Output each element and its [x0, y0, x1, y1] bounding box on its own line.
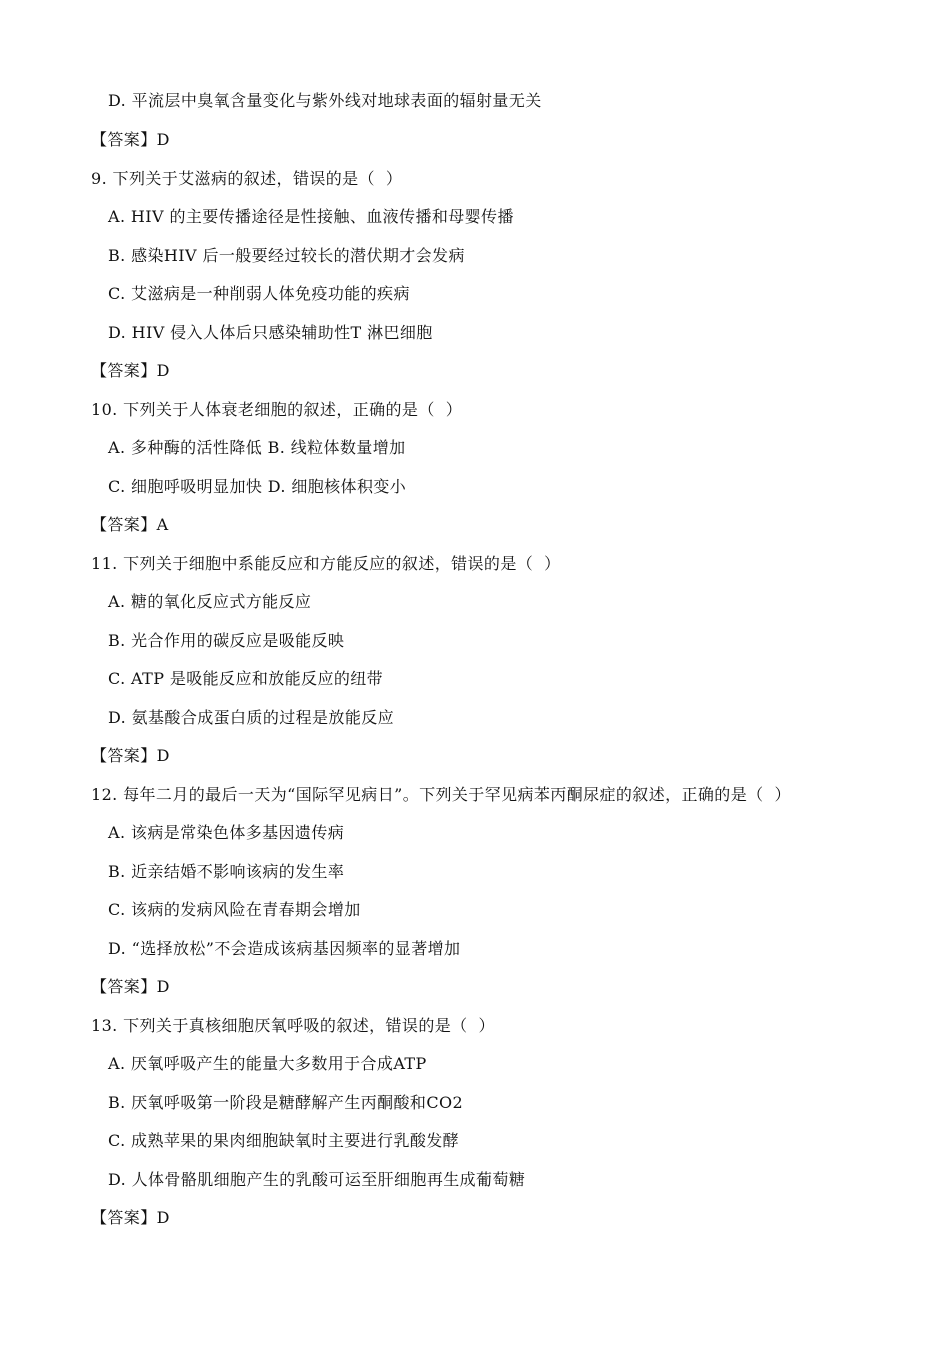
option-c: C. 艾滋病是一种削弱人体免疫功能的疾病 — [108, 284, 410, 303]
question-stem: 11. 下列关于细胞中系能反应和方能反应的叙述，错误的是（ ） — [91, 554, 561, 573]
option-d: D. “选择放松”不会造成该病基因频率的显著增加 — [108, 939, 461, 958]
option-c: C. 成熟苹果的果肉细胞缺氧时主要进行乳酸发酵 — [108, 1131, 460, 1150]
option-b: B. 近亲结婚不影响该病的发生率 — [108, 862, 345, 881]
option-d: D. 人体骨骼肌细胞产生的乳酸可运至肝细胞再生成葡萄糖 — [108, 1170, 526, 1189]
question-stem: 13. 下列关于真核细胞厌氧呼吸的叙述，错误的是（ ） — [91, 1016, 495, 1035]
answer: 【答案】A — [91, 515, 169, 534]
option-c: C. ATP 是吸能反应和放能反应的纽带 — [108, 669, 384, 688]
prev-question-option-d: D. 平流层中臭氧含量变化与紫外线对地球表面的辐射量无关 — [108, 91, 542, 110]
option-a: A. 该病是常染色体多基因遗传病 — [108, 823, 345, 842]
option-b: B. 光合作用的碳反应是吸能反映 — [108, 631, 345, 650]
answer: 【答案】D — [91, 361, 170, 380]
answer: 【答案】D — [91, 977, 170, 996]
answer: 【答案】D — [91, 1208, 170, 1227]
answer: 【答案】D — [91, 746, 170, 765]
question-stem: 10. 下列关于人体衰老细胞的叙述，正确的是（ ） — [91, 400, 463, 419]
option-d: D. 氨基酸合成蛋白质的过程是放能反应 — [108, 708, 395, 727]
option-c: C. 该病的发病风险在青春期会增加 — [108, 900, 361, 919]
option-a-b: A. 多种酶的活性降低 B. 线粒体数量增加 — [108, 438, 406, 457]
option-a: A. 厌氧呼吸产生的能量大多数用于合成ATP — [108, 1054, 427, 1073]
prev-question-answer: 【答案】D — [91, 130, 170, 149]
option-c-d: C. 细胞呼吸明显加快 D. 细胞核体积变小 — [108, 477, 407, 496]
option-d: D. HIV 侵入人体后只感染辅助性T 淋巴细胞 — [108, 323, 433, 342]
option-b: B. 厌氧呼吸第一阶段是糖酵解产生丙酮酸和CO2 — [108, 1093, 464, 1112]
option-b: B. 感染HIV 后一般要经过较长的潜伏期才会发病 — [108, 246, 465, 265]
option-a: A. 糖的氧化反应式方能反应 — [108, 592, 312, 611]
question-stem: 12. 每年二月的最后一天为“国际罕见病日”。下列关于罕见病苯丙酮尿症的叙述，正确的是（ ） — [91, 785, 791, 804]
question-stem: 9. 下列关于艾滋病的叙述，错误的是（ ） — [91, 169, 403, 188]
option-a: A. HIV 的主要传播途径是性接触、血液传播和母婴传播 — [108, 207, 514, 226]
